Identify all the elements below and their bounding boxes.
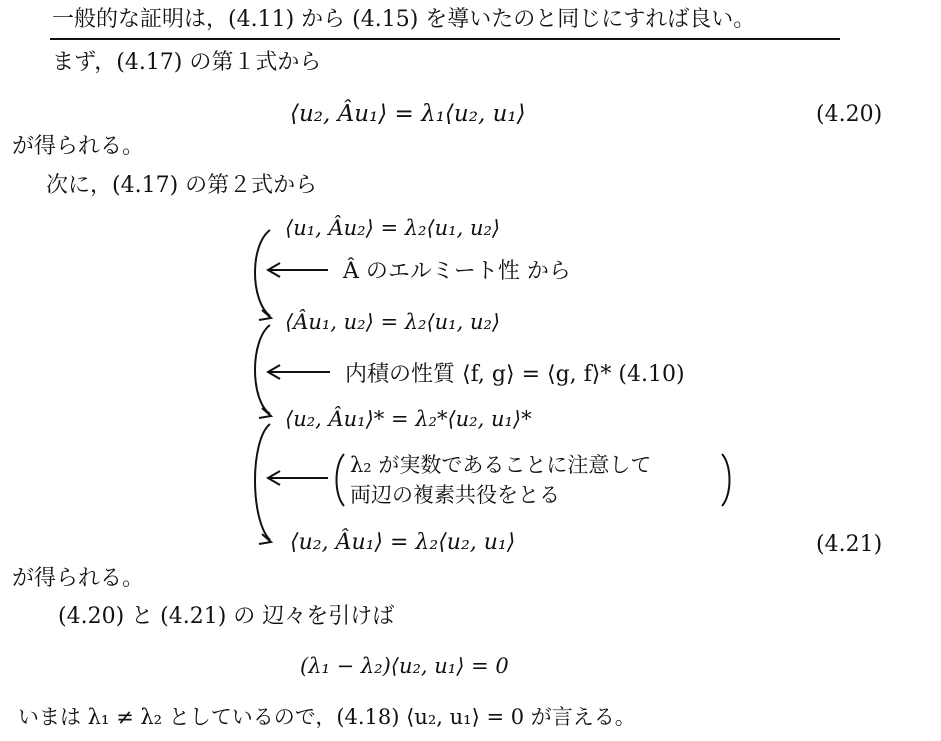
equation-4-20: ⟨u₂, Âu₁⟩ = λ₁⟨u₂, u₁⟩ bbox=[290, 101, 526, 127]
intro-line-2: まず，(4.17) の第１式から bbox=[52, 50, 322, 75]
derivation-step-2: ⟨Âu₁, u₂⟩ = λ₂⟨u₁, u₂⟩ bbox=[285, 310, 501, 334]
derivation-step-1: ⟨u₁, Âu₂⟩ = λ₂⟨u₁, u₂⟩ bbox=[285, 216, 501, 240]
bracket-arrow-1 bbox=[255, 230, 270, 316]
result-equation: (λ₁ − λ₂)⟨u₂, u₁⟩ = 0 bbox=[300, 654, 509, 678]
intro-line-1: 一般的な証明は，(4.11) から (4.15) を導いたのと同じにすれば良い。 bbox=[52, 7, 756, 32]
next-text: 次に，(4.17) の第２式から bbox=[46, 173, 318, 198]
note-3-left-paren bbox=[337, 454, 345, 506]
conclusion-text: いまは λ₁ ≠ λ₂ としているので，(4.18) ⟨u₂, u₁⟩ = 0 が言える。 bbox=[18, 705, 636, 729]
obtained-text-2: が得られる。 bbox=[12, 566, 145, 591]
derivation-step-3: ⟨u₂, Âu₁⟩* = λ₂*⟨u₂, u₁⟩* bbox=[285, 407, 532, 431]
derivation-note-2: 内積の性質 ⟨f, g⟩ = ⟨g, f⟩* (4.10) bbox=[345, 362, 685, 387]
note-3-right-paren bbox=[722, 454, 730, 506]
derivation-step-4: ⟨u₂, Âu₁⟩ = λ₂⟨u₂, u₁⟩ bbox=[290, 530, 516, 555]
equation-number-4-21: (4.21) bbox=[816, 532, 883, 557]
obtained-text-1: が得られる。 bbox=[12, 134, 145, 159]
equation-number-4-20: (4.20) bbox=[816, 102, 883, 127]
subtract-text: (4.20) と (4.21) の 辺々を引けば bbox=[58, 604, 395, 629]
derivation-note-1: Â のエルミート性 から bbox=[343, 259, 571, 284]
bracket-arrow-3 bbox=[255, 424, 270, 540]
bracket-arrow-2 bbox=[255, 325, 270, 414]
derivation-note-3-line-2: 両辺の複素共役をとる bbox=[350, 483, 560, 507]
derivation-note-3-line-1: λ₂ が実数であることに注意して bbox=[350, 453, 652, 477]
